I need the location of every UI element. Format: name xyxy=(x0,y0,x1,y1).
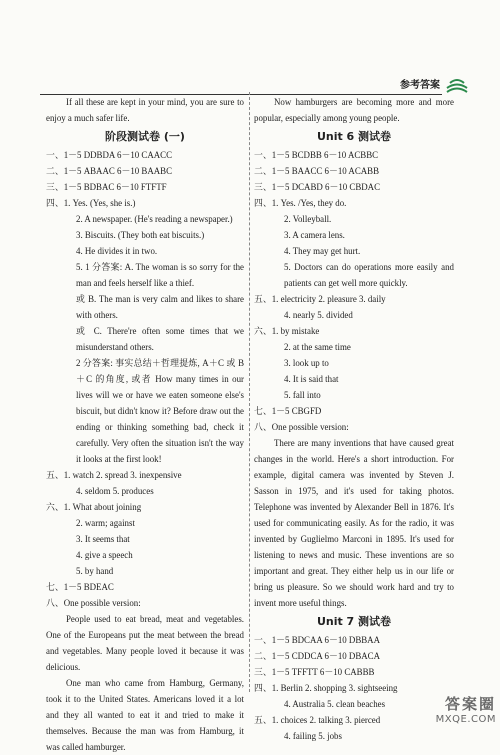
answer-line: 4. It is said that xyxy=(284,374,339,384)
answer-line: 4. nearly 5. divided xyxy=(284,310,353,320)
answer-line: 三、1－5 BDBAC 6－10 FTFTF xyxy=(46,182,167,192)
left-column xyxy=(46,94,244,755)
answer-line: 八、One possible version: xyxy=(254,422,349,432)
answer-line: 一、1－5 BDCAA 6－10 DBBAA xyxy=(254,635,380,645)
answer-line: 2 分答案: 事实总结＋哲理提炼, A＋C 或 B＋C 的角度, 或者 How many times in our lives will we or have we eaten someone else's biscuit, but didn't know it? Before draw out the ending or thinking something bad, check it carefully. Very often the situation isn't the way it looks at the first look! xyxy=(76,358,244,464)
answer-line: 六、1. by mistake xyxy=(254,326,320,336)
answer-line: 2. Volleyball. xyxy=(284,214,332,224)
answer-line: 5. Doctors can do operations more easily and patients can get well more quickly. xyxy=(284,262,454,288)
right-column xyxy=(254,94,454,744)
answer-line: 4. They may get hurt. xyxy=(284,246,361,256)
answer-line: 七、1－5 BDEAC xyxy=(46,582,114,592)
answer-line: 一、1－5 DDBDA 6－10 CAACC xyxy=(46,150,172,160)
answer-line: 三、1－5 TFFTT 6－10 CABBB xyxy=(254,667,375,677)
watermark-title: 答案圈 xyxy=(444,695,496,713)
answer-line: 或 C. There're often some times that we misunderstand others. xyxy=(76,326,244,352)
column-divider xyxy=(249,92,250,692)
answer-line: 4. He divides it in two. xyxy=(76,246,158,256)
answer-line: 三、1－5 DCABD 6－10 CBDAC xyxy=(254,182,380,192)
answer-line: 4. failing 5. jobs xyxy=(284,731,342,741)
essay-paragraph: People used to eat bread, meat and vegetables. One of the Europeans put the meat between the bread and vegetables. Many people loved it because it was delicious. xyxy=(46,614,244,672)
answer-line: 2. at the same time xyxy=(284,342,351,352)
answer-line: 五、1. watch 2. spread 3. inexpensive xyxy=(46,470,182,480)
answer-line: 七、1－5 CBGFD xyxy=(254,406,322,416)
answer-line: 四、1. Berlin 2. shopping 3. sightseeing xyxy=(254,683,398,693)
answer-line: 二、1－5 BAACC 6－10 ACABB xyxy=(254,166,380,176)
unit7-title: Unit 7 测试卷 xyxy=(316,615,392,628)
header-label: 参考答案 xyxy=(396,76,440,91)
watermark-url: MXQE.COM xyxy=(435,714,496,725)
answer-line: 四、1. Yes. (Yes, she is.) xyxy=(46,198,136,208)
answer-line: 五、1. choices 2. talking 3. pierced xyxy=(254,715,381,725)
answer-line: 2. warm; against xyxy=(76,518,135,528)
answer-line: 四、1. Yes. /Yes, they do. xyxy=(254,198,347,208)
answer-line: 5. 1 分答案: A. The woman is so sorry for the man and feels herself like a thief. xyxy=(76,262,244,288)
answer-line: 3. Biscuits. (They both eat biscuits.) xyxy=(76,230,205,240)
answer-line: 3. It seems that xyxy=(76,534,130,544)
answer-line: 六、1. What about joining xyxy=(46,502,142,512)
answer-line: 五、1. electricity 2. pleasure 3. daily xyxy=(254,294,386,304)
essay-paragraph: One man who came from Hamburg, Germany, took it to the United States. Americans loved it a lot and they all wanted to eat it and tried to make it themselves. Because the man was from Hamburg, it was called hamburger. xyxy=(46,678,244,752)
answer-line: 或 B. The man is very calm and likes to share with others. xyxy=(76,294,244,320)
essay-paragraph: There are many inventions that have caused great changes in the world. Here's a short introduction. For example, digital camera was invented by Steven J. Sasson in 1975, and it's used for taking photos. Telephone was invented by Alexander Bell in 1876. It's used for communicating easily. As for the radio, it was invented by Guglielmo Marconi in 1895. It's used for listening to news and music. These inventions are so important and great. They either help us in our life or bring us pleasure. So we should work hard and try to invent more useful things. xyxy=(254,438,454,608)
answer-line: 二、1－5 CDDCA 6－10 DBACA xyxy=(254,651,380,661)
answer-line: 八、One possible version: xyxy=(46,598,141,608)
answer-line: 5. fall into xyxy=(284,390,321,400)
answer-line: 5. by hand xyxy=(76,566,114,576)
stage-test-title: 阶段测试卷 (一) xyxy=(105,130,185,143)
unit6-title: Unit 6 测试卷 xyxy=(316,130,392,143)
answer-line: 二、1－5 ABAAC 6－10 BAABC xyxy=(46,166,172,176)
site-watermark xyxy=(412,693,496,733)
answer-line: 3. A camera lens. xyxy=(284,230,345,240)
essay-continuation: Now hamburgers are becoming more and more popular, especially among young people. xyxy=(254,97,454,123)
answer-line: 4. give a speech xyxy=(76,550,133,560)
answer-line: 3. look up to xyxy=(284,358,329,368)
answer-line: 2. A newspaper. (He's reading a newspaper.) xyxy=(76,214,233,224)
answer-line: 一、1－5 BCDBB 6－10 ACBBC xyxy=(254,150,379,160)
intro-paragraph: If all these are kept in your mind, you are sure to enjoy a much safer life. xyxy=(46,97,244,123)
answer-line: 4. seldom 5. produces xyxy=(76,486,154,496)
answer-line: 4. Australia 5. clean beaches xyxy=(284,699,386,709)
